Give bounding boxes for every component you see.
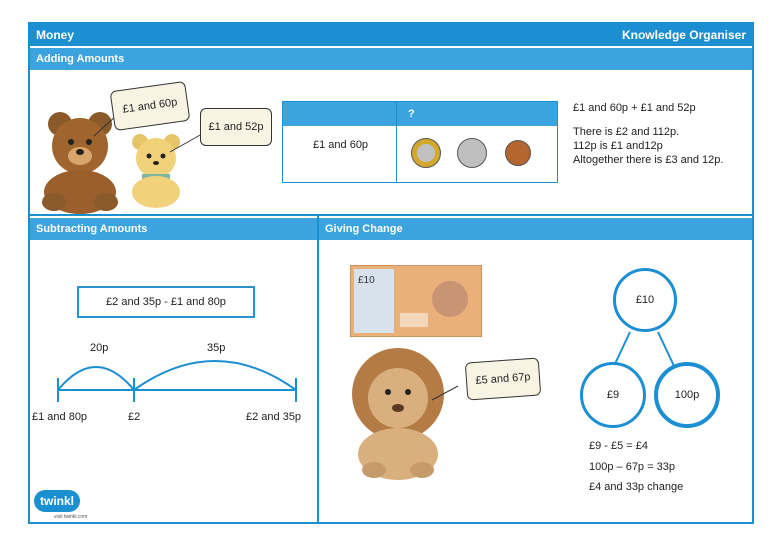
change-heading: Giving Change — [325, 223, 403, 235]
subtracting-heading-bar — [30, 218, 317, 240]
adding-line-4: Altogether there is £3 and 12p. — [573, 154, 724, 166]
adding-line-3: 112p is £1 and12p — [573, 140, 663, 152]
tick-label-end: £2 and 35p — [246, 411, 302, 423]
pound-coin-icon — [411, 138, 441, 168]
table-header-row — [283, 102, 557, 126]
price-tag-bear-2 — [200, 108, 272, 146]
change-line-2: 100p – 67p = 33p — [589, 461, 675, 473]
subtraction-equation: £2 and 35p - £1 and 80p — [106, 296, 226, 308]
header-bar — [30, 24, 752, 46]
whole-value: £10 — [635, 294, 655, 306]
subtraction-equation-box — [77, 286, 255, 318]
price-tag-lion — [465, 357, 541, 400]
twinkl-logo[interactable] — [34, 490, 80, 512]
jump-label-1: 20p — [90, 342, 109, 354]
ten-pence-coin-icon — [505, 140, 531, 166]
change-line-3: £4 and 33p change — [589, 481, 684, 493]
change-heading-bar — [319, 218, 752, 240]
tick-label-start: £1 and 80p — [32, 411, 88, 423]
svg-text:£10: £10 — [358, 275, 375, 286]
change-line-1: £9 - £5 = £4 — [589, 440, 649, 452]
page-subtitle: Knowledge Organiser — [621, 28, 746, 42]
ten-pound-note-icon — [350, 265, 482, 337]
part-circle-left — [580, 362, 646, 428]
table-question-header: ? — [408, 108, 415, 120]
fifty-pence-coin-icon — [457, 138, 487, 168]
adding-heading: Adding Amounts — [36, 53, 125, 65]
whole-circle — [613, 268, 677, 332]
tick-label-mid: £2 — [128, 411, 141, 423]
adding-line-2: There is £2 and 112p. — [573, 126, 680, 138]
table-column-divider — [396, 102, 397, 182]
section-divider-horizontal — [30, 214, 752, 216]
adding-table — [282, 101, 558, 183]
jump-arc-2 — [134, 361, 296, 390]
subtracting-heading: Subtracting Amounts — [36, 223, 148, 235]
part-value-right: 100p — [674, 389, 700, 401]
page-title: Money — [36, 28, 75, 42]
part-value-left: £9 — [606, 389, 620, 401]
price-tag-text: £5 and 67p — [475, 371, 531, 387]
brown-teddy-icon — [42, 112, 118, 214]
table-amount-cell: £1 and 60p — [313, 139, 369, 151]
logo-text: twinkl — [39, 494, 74, 508]
adding-line-1: £1 and 60p + £1 and 52p — [573, 102, 696, 114]
lion-illustration — [340, 342, 460, 482]
jump-arc-1 — [58, 367, 134, 390]
section-divider-vertical — [317, 216, 319, 522]
price-tag-text: £1 and 52p — [208, 121, 264, 133]
yellow-teddy-icon — [132, 134, 180, 208]
footer-url[interactable]: visit twinkl.com — [54, 514, 88, 520]
number-line — [30, 340, 316, 410]
jump-label-2: 35p — [207, 342, 226, 354]
part-circle-right — [654, 362, 720, 428]
adding-heading-bar — [30, 48, 752, 70]
price-tag-text: £1 and 60p — [121, 96, 179, 116]
